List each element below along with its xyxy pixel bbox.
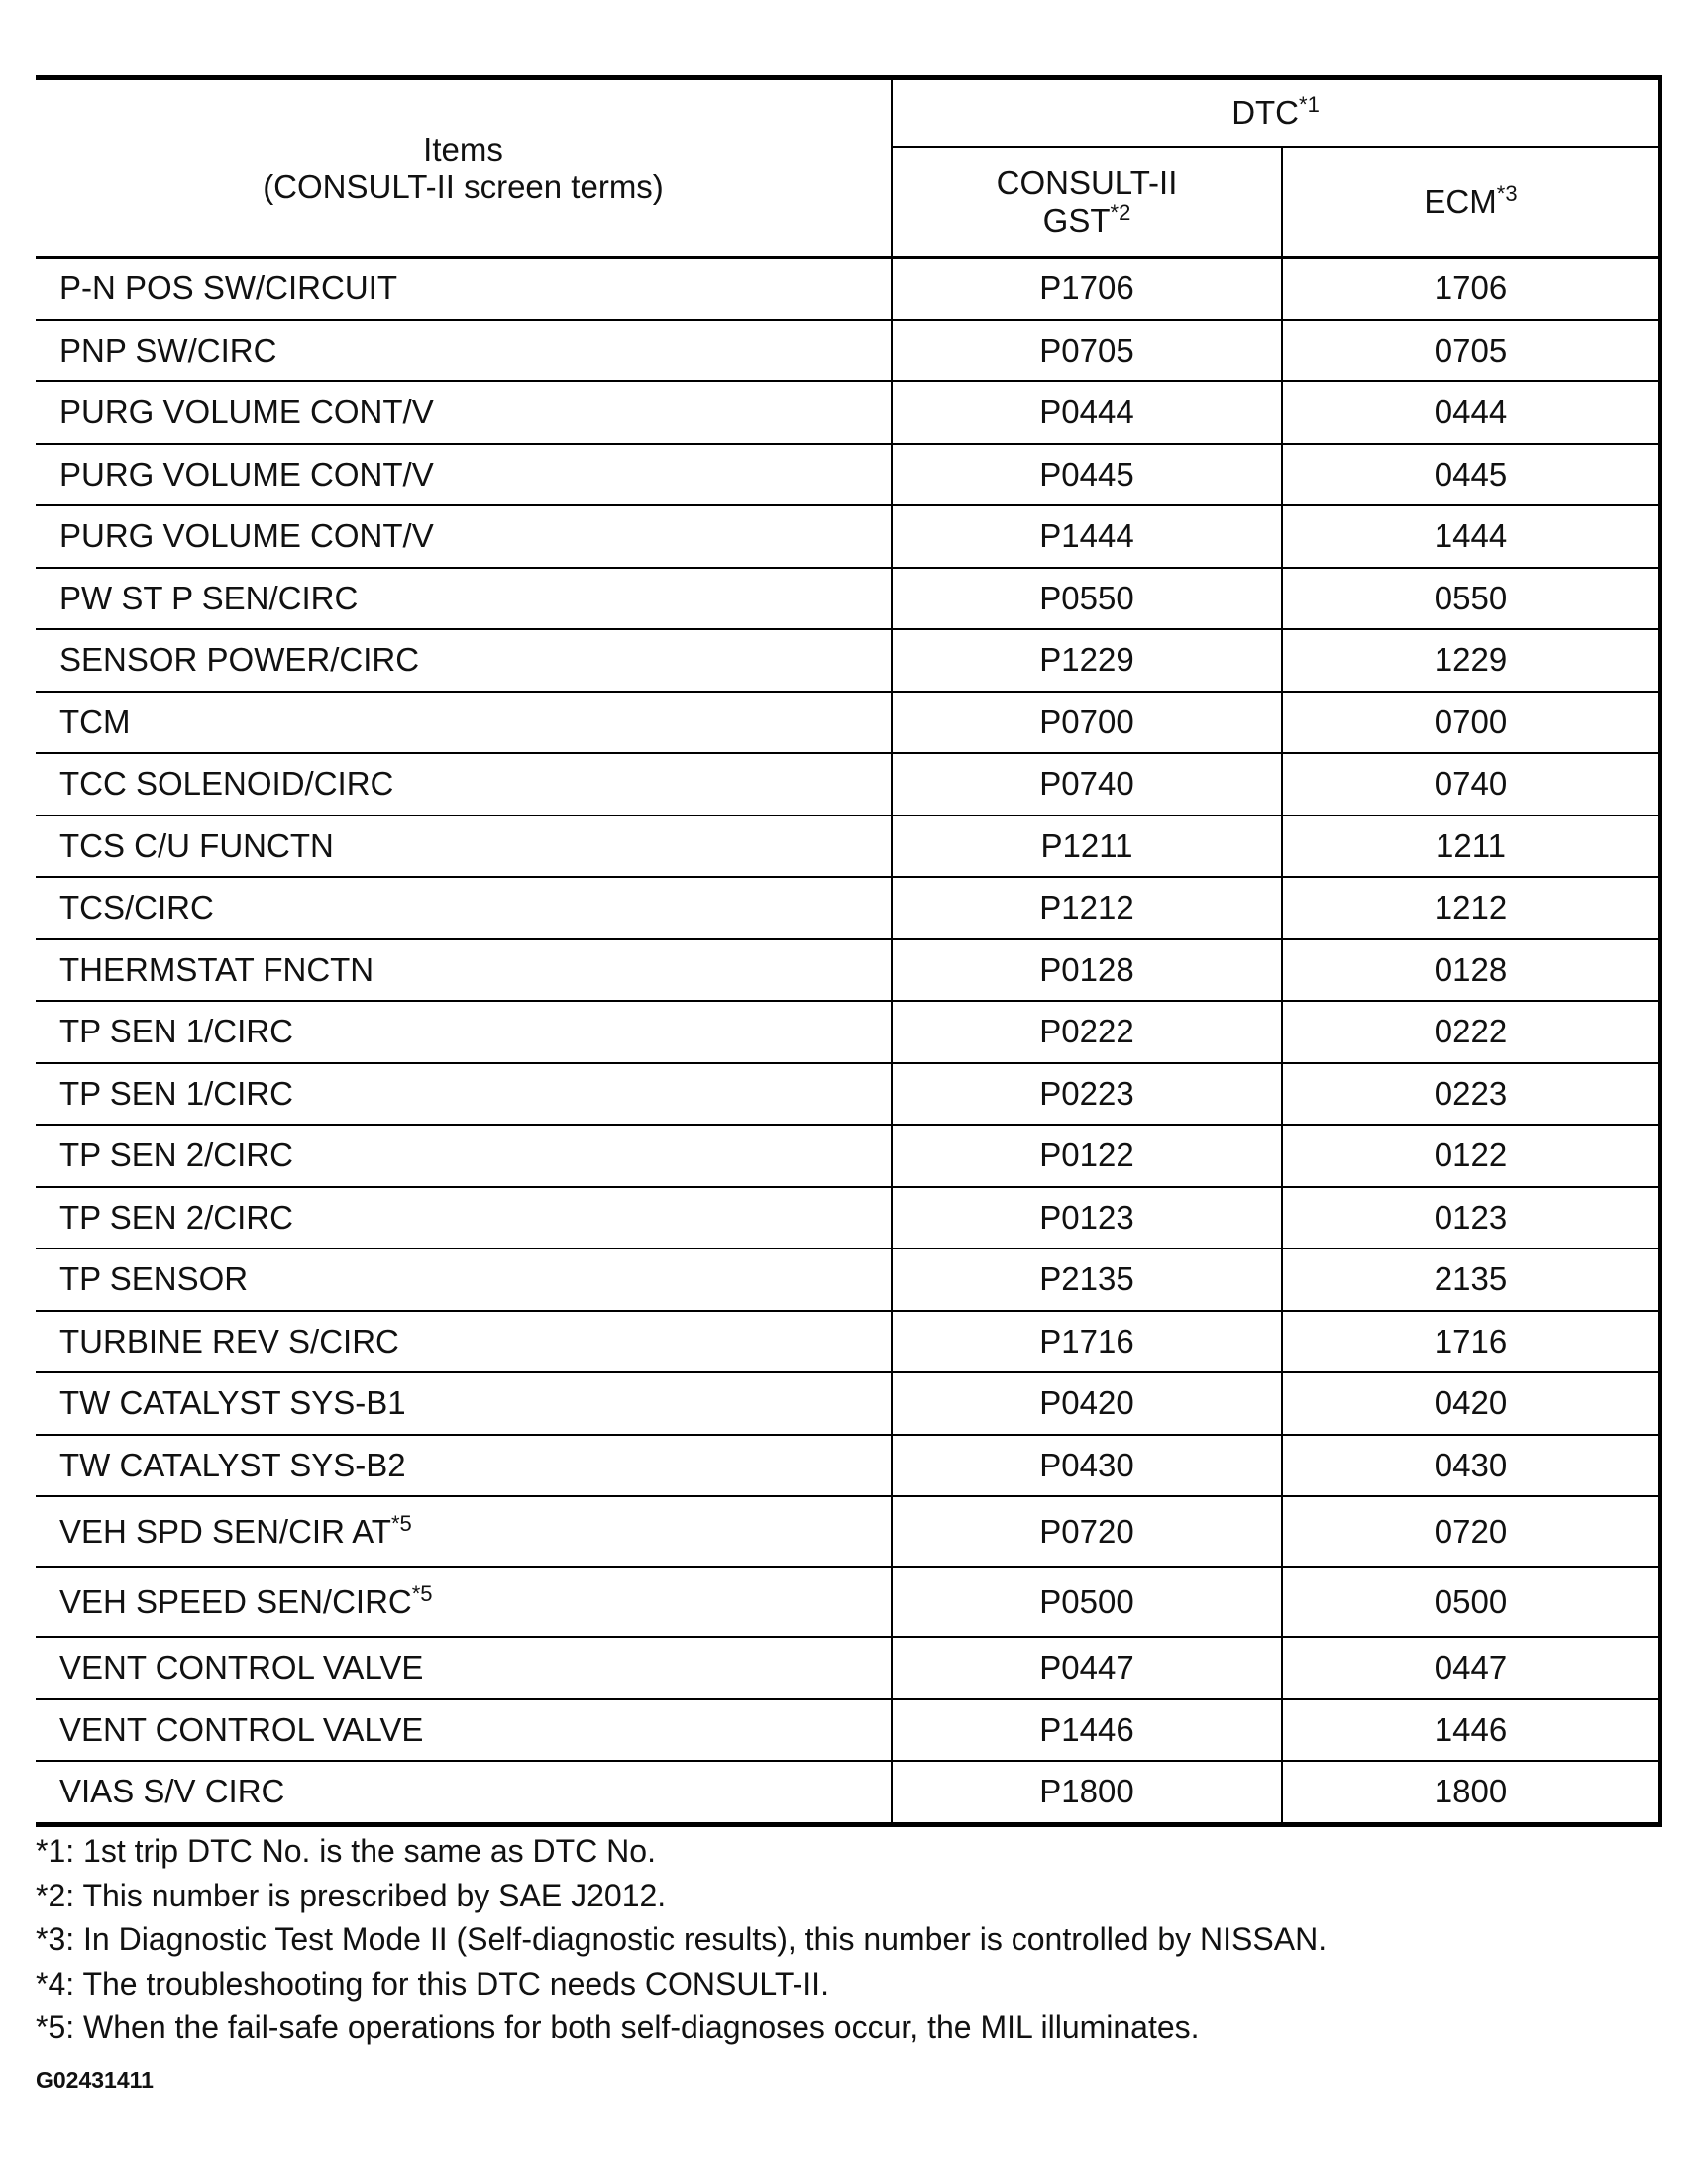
consult-code-cell: P0430 <box>892 1435 1282 1497</box>
item-cell <box>36 444 892 506</box>
item-name: PW ST P SEN/CIRC <box>59 579 359 616</box>
ecm-code-cell: 1800 <box>1282 1761 1660 1824</box>
dtc-table <box>36 75 1662 1827</box>
ecm-code-cell: 1212 <box>1282 877 1660 939</box>
ecm-code-cell: 1229 <box>1282 629 1660 692</box>
item-name: VENT CONTROL VALVE <box>59 1649 424 1686</box>
ecm-code-cell: 0500 <box>1282 1567 1660 1637</box>
item-cell <box>36 939 892 1002</box>
ecm-code-cell: 1211 <box>1282 815 1660 878</box>
item-name: PURG VOLUME CONT/V <box>59 393 434 431</box>
ecm-code-cell: 2135 <box>1282 1249 1660 1311</box>
item-cell <box>36 1311 892 1373</box>
consult-code-cell: P0740 <box>892 753 1282 815</box>
item-name: VIAS S/V CIRC <box>59 1773 285 1810</box>
footnote-item: *5: When the fail-safe operations for both self-diagnoses occur, the MIL illuminates. <box>36 2009 1200 2045</box>
ecm-header-label: ECM <box>1424 182 1497 220</box>
item-footnote: *5 <box>411 1580 433 1606</box>
item-footnote: *5 <box>390 1510 412 1536</box>
items-column-header <box>36 78 892 258</box>
table-row <box>36 1567 1660 1637</box>
item-name: TCS C/U FUNCTN <box>59 826 334 864</box>
consult-code-cell: P1444 <box>892 505 1282 568</box>
item-cell <box>36 1372 892 1435</box>
table-row <box>36 1637 1660 1699</box>
ecm-code-cell: 0705 <box>1282 320 1660 382</box>
ecm-code-cell: 1706 <box>1282 258 1660 320</box>
table-row <box>36 1761 1660 1824</box>
consult-code-cell: P1800 <box>892 1761 1282 1824</box>
ecm-header-footnote: *3 <box>1496 180 1518 206</box>
consult-code-cell: P0550 <box>892 568 1282 630</box>
item-name: TW CATALYST SYS-B2 <box>59 1446 406 1483</box>
ecm-code-cell: 0420 <box>1282 1372 1660 1435</box>
item-name: P-N POS SW/CIRCUIT <box>59 270 398 307</box>
item-cell <box>36 1496 892 1567</box>
item-name: TP SEN 2/CIRC <box>59 1198 293 1236</box>
item-cell <box>36 1187 892 1249</box>
consult-code-cell: P0222 <box>892 1001 1282 1063</box>
item-name: PURG VOLUME CONT/V <box>59 517 434 555</box>
dtc-header-footnote: *1 <box>1299 92 1320 118</box>
table-row <box>36 1187 1660 1249</box>
item-cell <box>36 568 892 630</box>
item-cell <box>36 381 892 444</box>
consult-code-cell: P0445 <box>892 444 1282 506</box>
item-name: VENT CONTROL VALVE <box>59 1710 424 1748</box>
ecm-code-cell: 1446 <box>1282 1699 1660 1762</box>
item-name: PURG VOLUME CONT/V <box>59 455 434 492</box>
gst-header-label: GST <box>1042 201 1111 239</box>
item-cell <box>36 1249 892 1311</box>
ecm-code-cell: 0550 <box>1282 568 1660 630</box>
consult-code-cell: P0128 <box>892 939 1282 1002</box>
ecm-code-cell: 1716 <box>1282 1311 1660 1373</box>
dtc-header-label: DTC <box>1231 94 1300 132</box>
consult-code-cell: P0720 <box>892 1496 1282 1567</box>
table-row <box>36 1372 1660 1435</box>
item-cell <box>36 753 892 815</box>
item-name: PNP SW/CIRC <box>59 331 277 369</box>
item-cell <box>36 692 892 754</box>
ecm-code-cell: 0445 <box>1282 444 1660 506</box>
item-name: TP SEN 1/CIRC <box>59 1013 293 1050</box>
table-row <box>36 692 1660 754</box>
ecm-code-cell: 0223 <box>1282 1063 1660 1126</box>
ecm-code-cell: 0122 <box>1282 1125 1660 1187</box>
table-row <box>36 877 1660 939</box>
table-row <box>36 1125 1660 1187</box>
ecm-code-cell: 0740 <box>1282 753 1660 815</box>
table-row <box>36 1496 1660 1567</box>
ecm-code-cell: 0700 <box>1282 692 1660 754</box>
item-name: THERMSTAT FNCTN <box>59 950 374 988</box>
item-cell <box>36 1637 892 1699</box>
ecm-code-cell: 0720 <box>1282 1496 1660 1567</box>
table-row <box>36 1001 1660 1063</box>
item-name: TCM <box>59 703 131 740</box>
item-cell <box>36 1435 892 1497</box>
table-row <box>36 505 1660 568</box>
table-row <box>36 939 1660 1002</box>
table-row <box>36 1435 1660 1497</box>
footnote-item: *3: In Diagnostic Test Mode II (Self-diagnostic results), this number is controlled by NISSAN. <box>36 1921 1328 1957</box>
item-name: TP SENSOR <box>59 1260 249 1298</box>
item-cell <box>36 320 892 382</box>
ecm-code-cell: 0444 <box>1282 381 1660 444</box>
item-cell <box>36 629 892 692</box>
item-name: VEH SPEED SEN/CIRC <box>59 1582 412 1620</box>
ecm-code-cell: 1444 <box>1282 505 1660 568</box>
item-cell <box>36 1567 892 1637</box>
figure-id: G02431411 <box>36 2067 154 2093</box>
footnotes <box>36 1829 1660 2050</box>
consult-code-cell: P0444 <box>892 381 1282 444</box>
items-header-label: Items <box>423 130 503 167</box>
dtc-column-header <box>892 78 1660 148</box>
consult-column-header <box>892 147 1282 258</box>
consult-code-cell: P1229 <box>892 629 1282 692</box>
item-name: TURBINE REV S/CIRC <box>59 1322 399 1359</box>
table-row <box>36 320 1660 382</box>
table-row <box>36 568 1660 630</box>
table-row <box>36 381 1660 444</box>
consult-code-cell: P1706 <box>892 258 1282 320</box>
table-row <box>36 815 1660 878</box>
consult-code-cell: P0705 <box>892 320 1282 382</box>
consult-code-cell: P0700 <box>892 692 1282 754</box>
table-row <box>36 1063 1660 1126</box>
item-name: VEH SPD SEN/CIR AT <box>59 1512 391 1550</box>
consult-code-cell: P2135 <box>892 1249 1282 1311</box>
ecm-code-cell: 0430 <box>1282 1435 1660 1497</box>
ecm-code-cell: 0222 <box>1282 1001 1660 1063</box>
consult-code-cell: P0447 <box>892 1637 1282 1699</box>
consult-code-cell: P1716 <box>892 1311 1282 1373</box>
footnote-item: *4: The troubleshooting for this DTC needs CONSULT-II. <box>36 1965 829 2002</box>
item-cell <box>36 1063 892 1126</box>
item-name: TCS/CIRC <box>59 889 214 926</box>
item-cell <box>36 815 892 878</box>
ecm-code-cell: 0447 <box>1282 1637 1660 1699</box>
item-name: TP SEN 1/CIRC <box>59 1074 293 1112</box>
item-cell <box>36 1125 892 1187</box>
gst-header-footnote: *2 <box>1110 199 1131 225</box>
consult-code-cell: P0223 <box>892 1063 1282 1126</box>
table-row <box>36 444 1660 506</box>
consult-header-label: CONSULT-II <box>996 163 1178 201</box>
table-row <box>36 1249 1660 1311</box>
consult-code-cell: P0420 <box>892 1372 1282 1435</box>
table-row <box>36 1311 1660 1373</box>
items-header-sublabel: (CONSULT-II screen terms) <box>263 167 664 205</box>
item-cell <box>36 877 892 939</box>
consult-code-cell: P1212 <box>892 877 1282 939</box>
consult-code-cell: P1446 <box>892 1699 1282 1762</box>
footnote-item: *1: 1st trip DTC No. is the same as DTC No. <box>36 1833 656 1869</box>
item-cell <box>36 505 892 568</box>
footnote-item: *2: This number is prescribed by SAE J2012. <box>36 1877 667 1913</box>
item-name: TW CATALYST SYS-B1 <box>59 1384 406 1422</box>
consult-code-cell: P0500 <box>892 1567 1282 1637</box>
table-row <box>36 258 1660 320</box>
table-header-row <box>36 78 1660 148</box>
ecm-column-header <box>1282 147 1660 258</box>
table-row <box>36 1699 1660 1762</box>
consult-code-cell: P0122 <box>892 1125 1282 1187</box>
table-row <box>36 629 1660 692</box>
consult-code-cell: P1211 <box>892 815 1282 878</box>
item-name: SENSOR POWER/CIRC <box>59 641 420 679</box>
table-body <box>36 258 1660 1825</box>
ecm-code-cell: 0128 <box>1282 939 1660 1002</box>
consult-code-cell: P0123 <box>892 1187 1282 1249</box>
item-cell <box>36 1001 892 1063</box>
ecm-code-cell: 0123 <box>1282 1187 1660 1249</box>
item-cell <box>36 1761 892 1824</box>
table-row <box>36 753 1660 815</box>
item-cell <box>36 1699 892 1762</box>
item-name: TP SEN 2/CIRC <box>59 1137 293 1174</box>
item-name: TCC SOLENOID/CIRC <box>59 765 394 803</box>
item-cell <box>36 258 892 320</box>
